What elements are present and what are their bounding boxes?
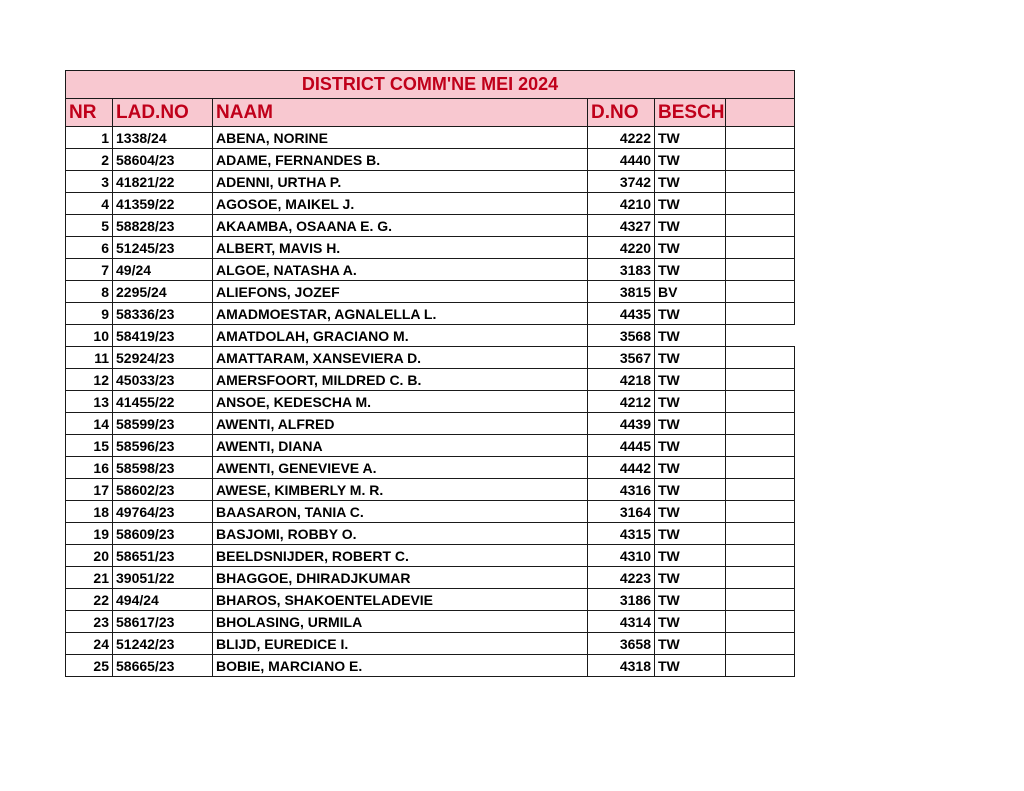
cell-besch: TW — [655, 193, 726, 215]
cell-naam: ALGOE, NATASHA A. — [213, 259, 588, 281]
cell-besch: TW — [655, 171, 726, 193]
cell-nr: 21 — [66, 567, 113, 589]
cell-empty — [726, 325, 795, 347]
cell-naam: AKAAMBA, OSAANA E. G. — [213, 215, 588, 237]
cell-nr: 1 — [66, 127, 113, 149]
cell-besch: TW — [655, 567, 726, 589]
cell-naam: AGOSOE, MAIKEL J. — [213, 193, 588, 215]
cell-nr: 20 — [66, 545, 113, 567]
cell-lad-no: 58651/23 — [113, 545, 213, 567]
cell-besch: TW — [655, 501, 726, 523]
cell-nr: 19 — [66, 523, 113, 545]
table-row — [66, 281, 795, 303]
cell-naam: AWENTI, DIANA — [213, 435, 588, 457]
cell-nr: 13 — [66, 391, 113, 413]
cell-d-no: 3164 — [588, 501, 655, 523]
cell-empty — [726, 545, 795, 567]
cell-lad-no: 45033/23 — [113, 369, 213, 391]
table-row — [66, 303, 795, 325]
cell-empty — [726, 655, 795, 677]
cell-empty — [726, 369, 795, 391]
cell-nr: 7 — [66, 259, 113, 281]
cell-nr: 4 — [66, 193, 113, 215]
cell-lad-no: 494/24 — [113, 589, 213, 611]
cell-naam: ABENA, NORINE — [213, 127, 588, 149]
cell-d-no: 3815 — [588, 281, 655, 303]
cell-nr: 3 — [66, 171, 113, 193]
cell-empty — [726, 633, 795, 655]
cell-empty — [726, 171, 795, 193]
table-row — [66, 325, 795, 347]
cell-lad-no: 51245/23 — [113, 237, 213, 259]
table-row — [66, 567, 795, 589]
cell-besch: TW — [655, 523, 726, 545]
cell-lad-no: 2295/24 — [113, 281, 213, 303]
table-row — [66, 127, 795, 149]
cell-besch: TW — [655, 611, 726, 633]
cell-lad-no: 58596/23 — [113, 435, 213, 457]
cell-lad-no: 41455/22 — [113, 391, 213, 413]
header-naam: NAAM — [213, 99, 588, 127]
cell-nr: 24 — [66, 633, 113, 655]
cell-nr: 10 — [66, 325, 113, 347]
cell-lad-no: 51242/23 — [113, 633, 213, 655]
cell-besch: BV — [655, 281, 726, 303]
cell-besch: TW — [655, 413, 726, 435]
cell-naam: AMERSFOORT, MILDRED C. B. — [213, 369, 588, 391]
cell-besch: TW — [655, 545, 726, 567]
cell-empty — [726, 391, 795, 413]
cell-nr: 14 — [66, 413, 113, 435]
cell-d-no: 4222 — [588, 127, 655, 149]
cell-besch: TW — [655, 457, 726, 479]
cell-naam: ADENNI, URTHA P. — [213, 171, 588, 193]
district-table — [65, 70, 795, 677]
cell-naam: AMATTARAM, XANSEVIERA D. — [213, 347, 588, 369]
cell-d-no: 4223 — [588, 567, 655, 589]
header-row — [66, 99, 795, 127]
table-row — [66, 523, 795, 545]
cell-d-no: 3568 — [588, 325, 655, 347]
cell-naam: BAASARON, TANIA C. — [213, 501, 588, 523]
table-row — [66, 215, 795, 237]
cell-besch: TW — [655, 347, 726, 369]
cell-lad-no: 39051/22 — [113, 567, 213, 589]
table-row — [66, 633, 795, 655]
header-nr: NR — [66, 99, 113, 127]
cell-empty — [726, 215, 795, 237]
cell-besch: TW — [655, 589, 726, 611]
cell-d-no: 4440 — [588, 149, 655, 171]
table-row — [66, 479, 795, 501]
cell-naam: ALIEFONS, JOZEF — [213, 281, 588, 303]
table-row — [66, 435, 795, 457]
table-row — [66, 413, 795, 435]
cell-lad-no: 49764/23 — [113, 501, 213, 523]
cell-nr: 15 — [66, 435, 113, 457]
cell-naam: AWENTI, ALFRED — [213, 413, 588, 435]
cell-besch: TW — [655, 127, 726, 149]
cell-nr: 22 — [66, 589, 113, 611]
cell-d-no: 3567 — [588, 347, 655, 369]
cell-d-no: 4445 — [588, 435, 655, 457]
cell-d-no: 3183 — [588, 259, 655, 281]
cell-empty — [726, 259, 795, 281]
cell-besch: TW — [655, 435, 726, 457]
header-d-no: D.NO — [588, 99, 655, 127]
cell-empty — [726, 347, 795, 369]
cell-empty — [726, 193, 795, 215]
table-row — [66, 149, 795, 171]
cell-empty — [726, 127, 795, 149]
cell-besch: TW — [655, 479, 726, 501]
header-besch: BESCH — [655, 99, 726, 127]
cell-nr: 18 — [66, 501, 113, 523]
cell-besch: TW — [655, 303, 726, 325]
cell-naam: AWENTI, GENEVIEVE A. — [213, 457, 588, 479]
cell-besch: TW — [655, 633, 726, 655]
cell-nr: 8 — [66, 281, 113, 303]
cell-besch: TW — [655, 391, 726, 413]
cell-d-no: 3658 — [588, 633, 655, 655]
cell-lad-no: 58665/23 — [113, 655, 213, 677]
cell-d-no: 4327 — [588, 215, 655, 237]
cell-d-no: 4212 — [588, 391, 655, 413]
cell-lad-no: 58336/23 — [113, 303, 213, 325]
cell-naam: BHAGGOE, DHIRADJKUMAR — [213, 567, 588, 589]
cell-naam: BOBIE, MARCIANO E. — [213, 655, 588, 677]
cell-lad-no: 58599/23 — [113, 413, 213, 435]
cell-d-no: 3186 — [588, 589, 655, 611]
table-row — [66, 259, 795, 281]
cell-d-no: 4435 — [588, 303, 655, 325]
cell-lad-no: 52924/23 — [113, 347, 213, 369]
cell-naam: BLIJD, EUREDICE I. — [213, 633, 588, 655]
cell-empty — [726, 149, 795, 171]
cell-lad-no: 41821/22 — [113, 171, 213, 193]
table-row — [66, 171, 795, 193]
cell-nr: 9 — [66, 303, 113, 325]
header-empty — [726, 99, 795, 127]
cell-naam: BHOLASING, URMILA — [213, 611, 588, 633]
cell-besch: TW — [655, 325, 726, 347]
cell-empty — [726, 589, 795, 611]
title-row — [66, 71, 795, 99]
cell-d-no: 4218 — [588, 369, 655, 391]
cell-lad-no: 58617/23 — [113, 611, 213, 633]
cell-d-no: 4314 — [588, 611, 655, 633]
table-row — [66, 347, 795, 369]
header-lad-no: LAD.NO — [113, 99, 213, 127]
table-row — [66, 589, 795, 611]
cell-nr: 11 — [66, 347, 113, 369]
cell-besch: TW — [655, 215, 726, 237]
cell-lad-no: 58602/23 — [113, 479, 213, 501]
cell-nr: 12 — [66, 369, 113, 391]
cell-nr: 25 — [66, 655, 113, 677]
cell-nr: 6 — [66, 237, 113, 259]
cell-d-no: 4210 — [588, 193, 655, 215]
cell-besch: TW — [655, 655, 726, 677]
cell-empty — [726, 479, 795, 501]
cell-naam: ANSOE, KEDESCHA M. — [213, 391, 588, 413]
table-row — [66, 237, 795, 259]
cell-empty — [726, 523, 795, 545]
cell-nr: 5 — [66, 215, 113, 237]
cell-empty — [726, 435, 795, 457]
cell-besch: TW — [655, 369, 726, 391]
cell-naam: AWESE, KIMBERLY M. R. — [213, 479, 588, 501]
cell-nr: 23 — [66, 611, 113, 633]
cell-nr: 2 — [66, 149, 113, 171]
cell-empty — [726, 413, 795, 435]
table-row — [66, 369, 795, 391]
cell-lad-no: 1338/24 — [113, 127, 213, 149]
cell-besch: TW — [655, 259, 726, 281]
cell-besch: TW — [655, 149, 726, 171]
table-row — [66, 501, 795, 523]
cell-lad-no: 58828/23 — [113, 215, 213, 237]
cell-empty — [726, 303, 795, 325]
cell-d-no: 4318 — [588, 655, 655, 677]
cell-naam: BHAROS, SHAKOENTELADEVIE — [213, 589, 588, 611]
cell-d-no: 4442 — [588, 457, 655, 479]
cell-naam: ALBERT, MAVIS H. — [213, 237, 588, 259]
cell-besch: TW — [655, 237, 726, 259]
cell-d-no: 4315 — [588, 523, 655, 545]
cell-naam: AMADMOESTAR, AGNALELLA L. — [213, 303, 588, 325]
table-row — [66, 611, 795, 633]
table-row — [66, 193, 795, 215]
cell-naam: ADAME, FERNANDES B. — [213, 149, 588, 171]
cell-lad-no: 49/24 — [113, 259, 213, 281]
table-row — [66, 391, 795, 413]
cell-lad-no: 41359/22 — [113, 193, 213, 215]
cell-empty — [726, 237, 795, 259]
cell-nr: 17 — [66, 479, 113, 501]
cell-empty — [726, 281, 795, 303]
cell-lad-no: 58609/23 — [113, 523, 213, 545]
cell-lad-no: 58598/23 — [113, 457, 213, 479]
cell-empty — [726, 457, 795, 479]
cell-lad-no: 58419/23 — [113, 325, 213, 347]
sheet-title: DISTRICT COMM'NE MEI 2024 — [66, 71, 795, 99]
table-row — [66, 655, 795, 677]
cell-d-no: 4439 — [588, 413, 655, 435]
cell-empty — [726, 611, 795, 633]
cell-d-no: 4316 — [588, 479, 655, 501]
cell-d-no: 4310 — [588, 545, 655, 567]
cell-nr: 16 — [66, 457, 113, 479]
table-row — [66, 545, 795, 567]
cell-naam: AMATDOLAH, GRACIANO M. — [213, 325, 588, 347]
cell-d-no: 3742 — [588, 171, 655, 193]
cell-empty — [726, 567, 795, 589]
cell-d-no: 4220 — [588, 237, 655, 259]
cell-naam: BEELDSNIJDER, ROBERT C. — [213, 545, 588, 567]
cell-naam: BASJOMI, ROBBY O. — [213, 523, 588, 545]
table-row — [66, 457, 795, 479]
cell-empty — [726, 501, 795, 523]
cell-lad-no: 58604/23 — [113, 149, 213, 171]
